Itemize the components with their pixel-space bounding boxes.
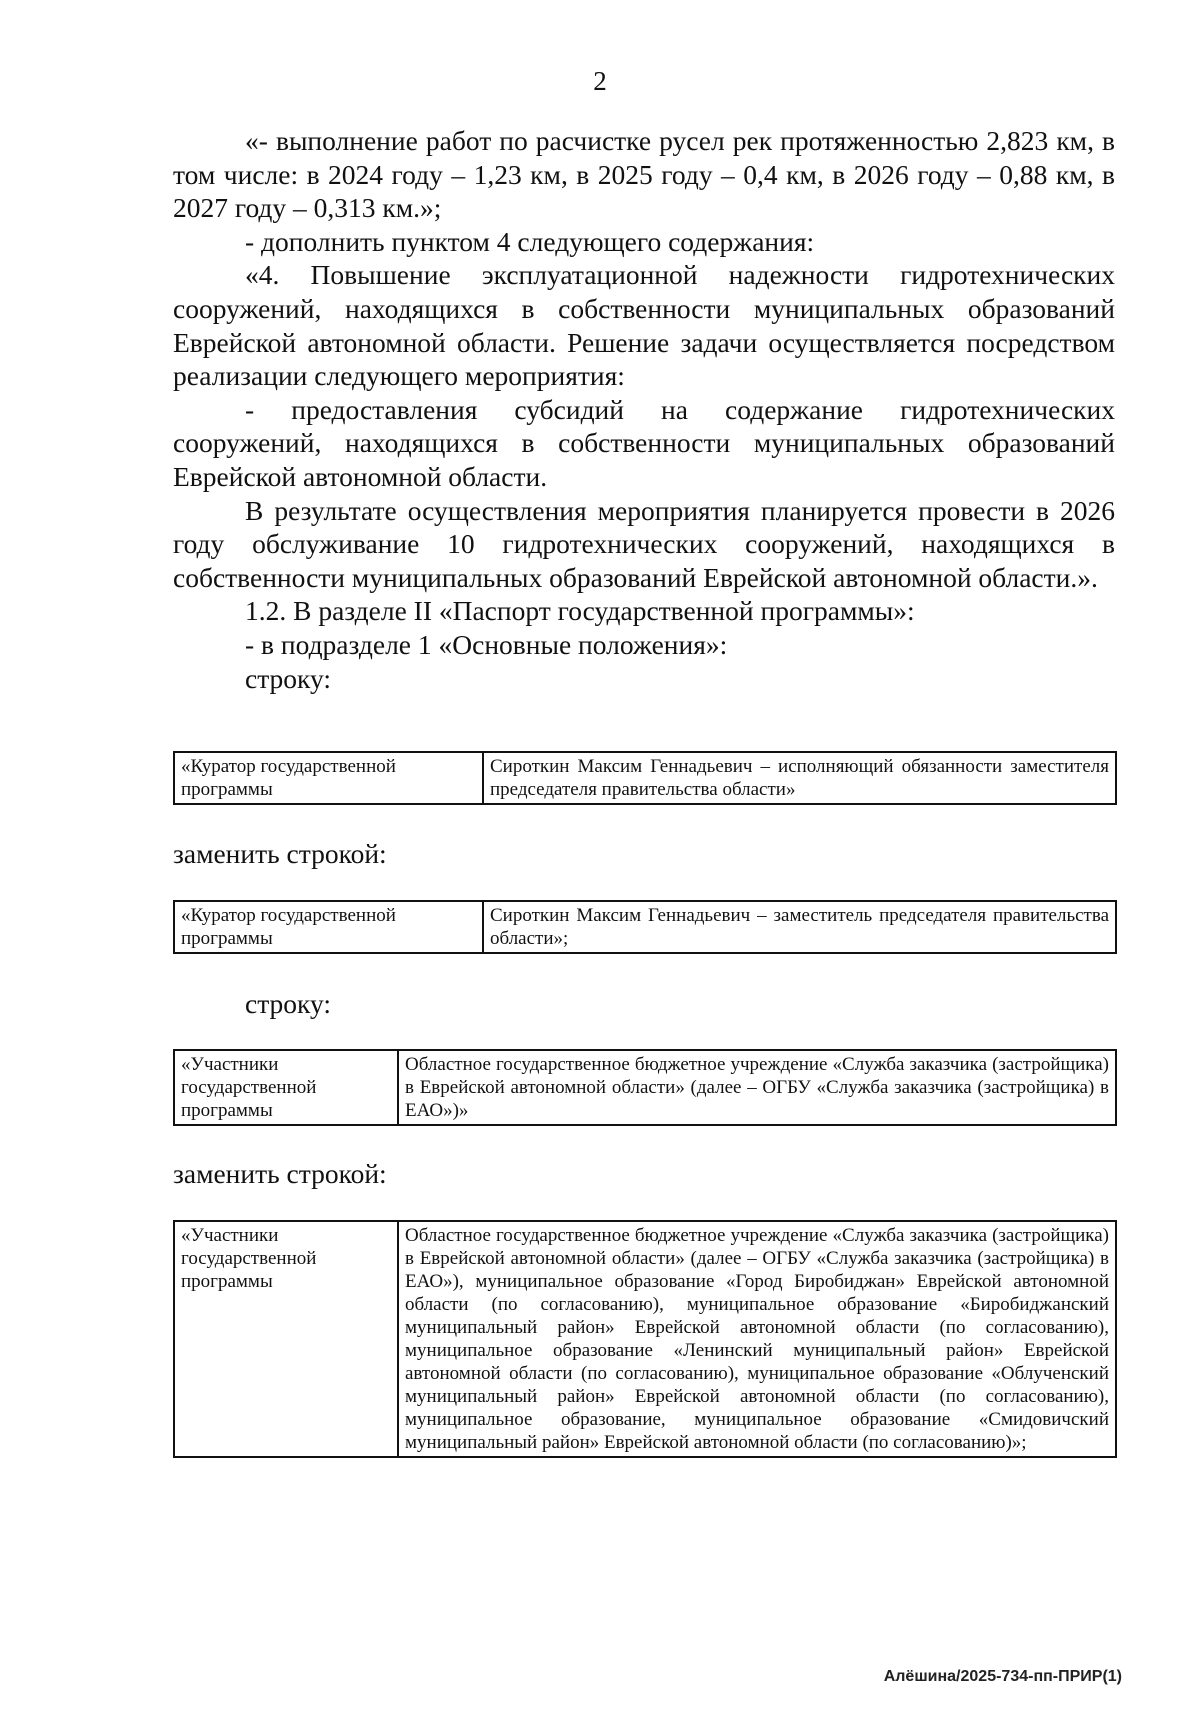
paragraph-add-item-4: - дополнить пунктом 4 следующего содержания:: [245, 225, 815, 257]
table-cell-value: Сироткин Максим Геннадьевич – исполняющий обязанности заместителя председателя правительства области»: [483, 752, 1116, 804]
paragraph-river-cleaning: «- выполнение работ по расчистке русел рек протяженностью 2,823 км, в том числе: в 2024 году – 1,23 км, в 2025 году – 0,4 км, в 2026 году – 0,88 км, в 2027 году – 0,313 км.»;: [173, 125, 1115, 224]
paragraph-section-1-2: 1.2. В разделе II «Паспорт государственной программы»:: [245, 595, 915, 627]
table-curator-new: [173, 900, 1117, 954]
table-participants-new: [173, 1220, 1117, 1458]
paragraph-row-label: строку:: [245, 662, 332, 694]
table-row: [174, 1221, 1116, 1457]
replace-label-1: заменить строкой:: [173, 838, 387, 869]
paragraph-item-4: «4. Повышение эксплуатационной надежности гидротехнических сооружений, находящихся в собственности муниципальных образований Еврейской автономной области. Решение задачи осуществляется посредством реализации следующего мероприятия:: [173, 259, 1115, 392]
document-body: [173, 124, 1115, 695]
replace-label-2: заменить строкой:: [173, 1158, 387, 1189]
paragraph-result: В результате осуществления мероприятия планируется провести в 2026 году обслуживание 10 гидротехнических сооружений, находящихся в собственности муниципальных образований Еврейской автономной области.».: [173, 494, 1115, 593]
table-curator-old: [173, 751, 1117, 805]
table-row: [174, 901, 1116, 953]
table-cell-value: Областное государственное бюджетное учреждение «Служба заказчика (застройщика) в Еврейской автономной области» (далее – ОГБУ «Служба заказчика (застройщика) в ЕАО»)»: [398, 1050, 1116, 1125]
paragraph-subsection-1: - в подразделе 1 «Основные положения»:: [245, 628, 728, 660]
table-cell-label: «Куратор государственной программы: [174, 901, 483, 953]
table-row: [174, 752, 1116, 804]
table-cell-label: «Участники государственной программы: [174, 1221, 398, 1457]
table-cell-label: «Участники государственной программы: [174, 1050, 398, 1125]
table-cell-value: Областное государственное бюджетное учреждение «Служба заказчика (застройщика) в Еврейской автономной области» (далее – ОГБУ «Служба заказчика (застройщика) в ЕАО»), муниципальное образование «Город Биробиджан» Еврейской автономной области (по согласованию), муниципальное образование «Биробиджанский муниципальный район» Еврейской автономной области (по согласованию), муниципальное образование «Ленинский муниципальный район» Еврейской автономной области (по согласованию), муниципальное образование «Облученский муниципальный район» Еврейской автономной области (по согласованию), муниципальное образование, муниципальное образование «Смидовичский муниципальный район» Еврейской автономной области (по согласованию)»;: [398, 1221, 1116, 1457]
paragraph-subsidies: - предоставления субсидий на содержание гидротехнических сооружений, находящихся в собственности муниципальных образований Еврейской автономной области.: [173, 393, 1115, 492]
page-number: 2: [593, 66, 607, 96]
table-cell-value: Сироткин Максим Геннадьевич – заместитель председателя правительства области»;: [483, 901, 1116, 953]
document-footer-code: Алёшина/2025-734-пп-ПРИР(1): [883, 1668, 1122, 1685]
table-cell-label: «Куратор государственной программы: [174, 752, 483, 804]
table-participants-old: [173, 1049, 1117, 1126]
table-row: [174, 1050, 1116, 1125]
row-label-2: строку:: [245, 988, 332, 1019]
